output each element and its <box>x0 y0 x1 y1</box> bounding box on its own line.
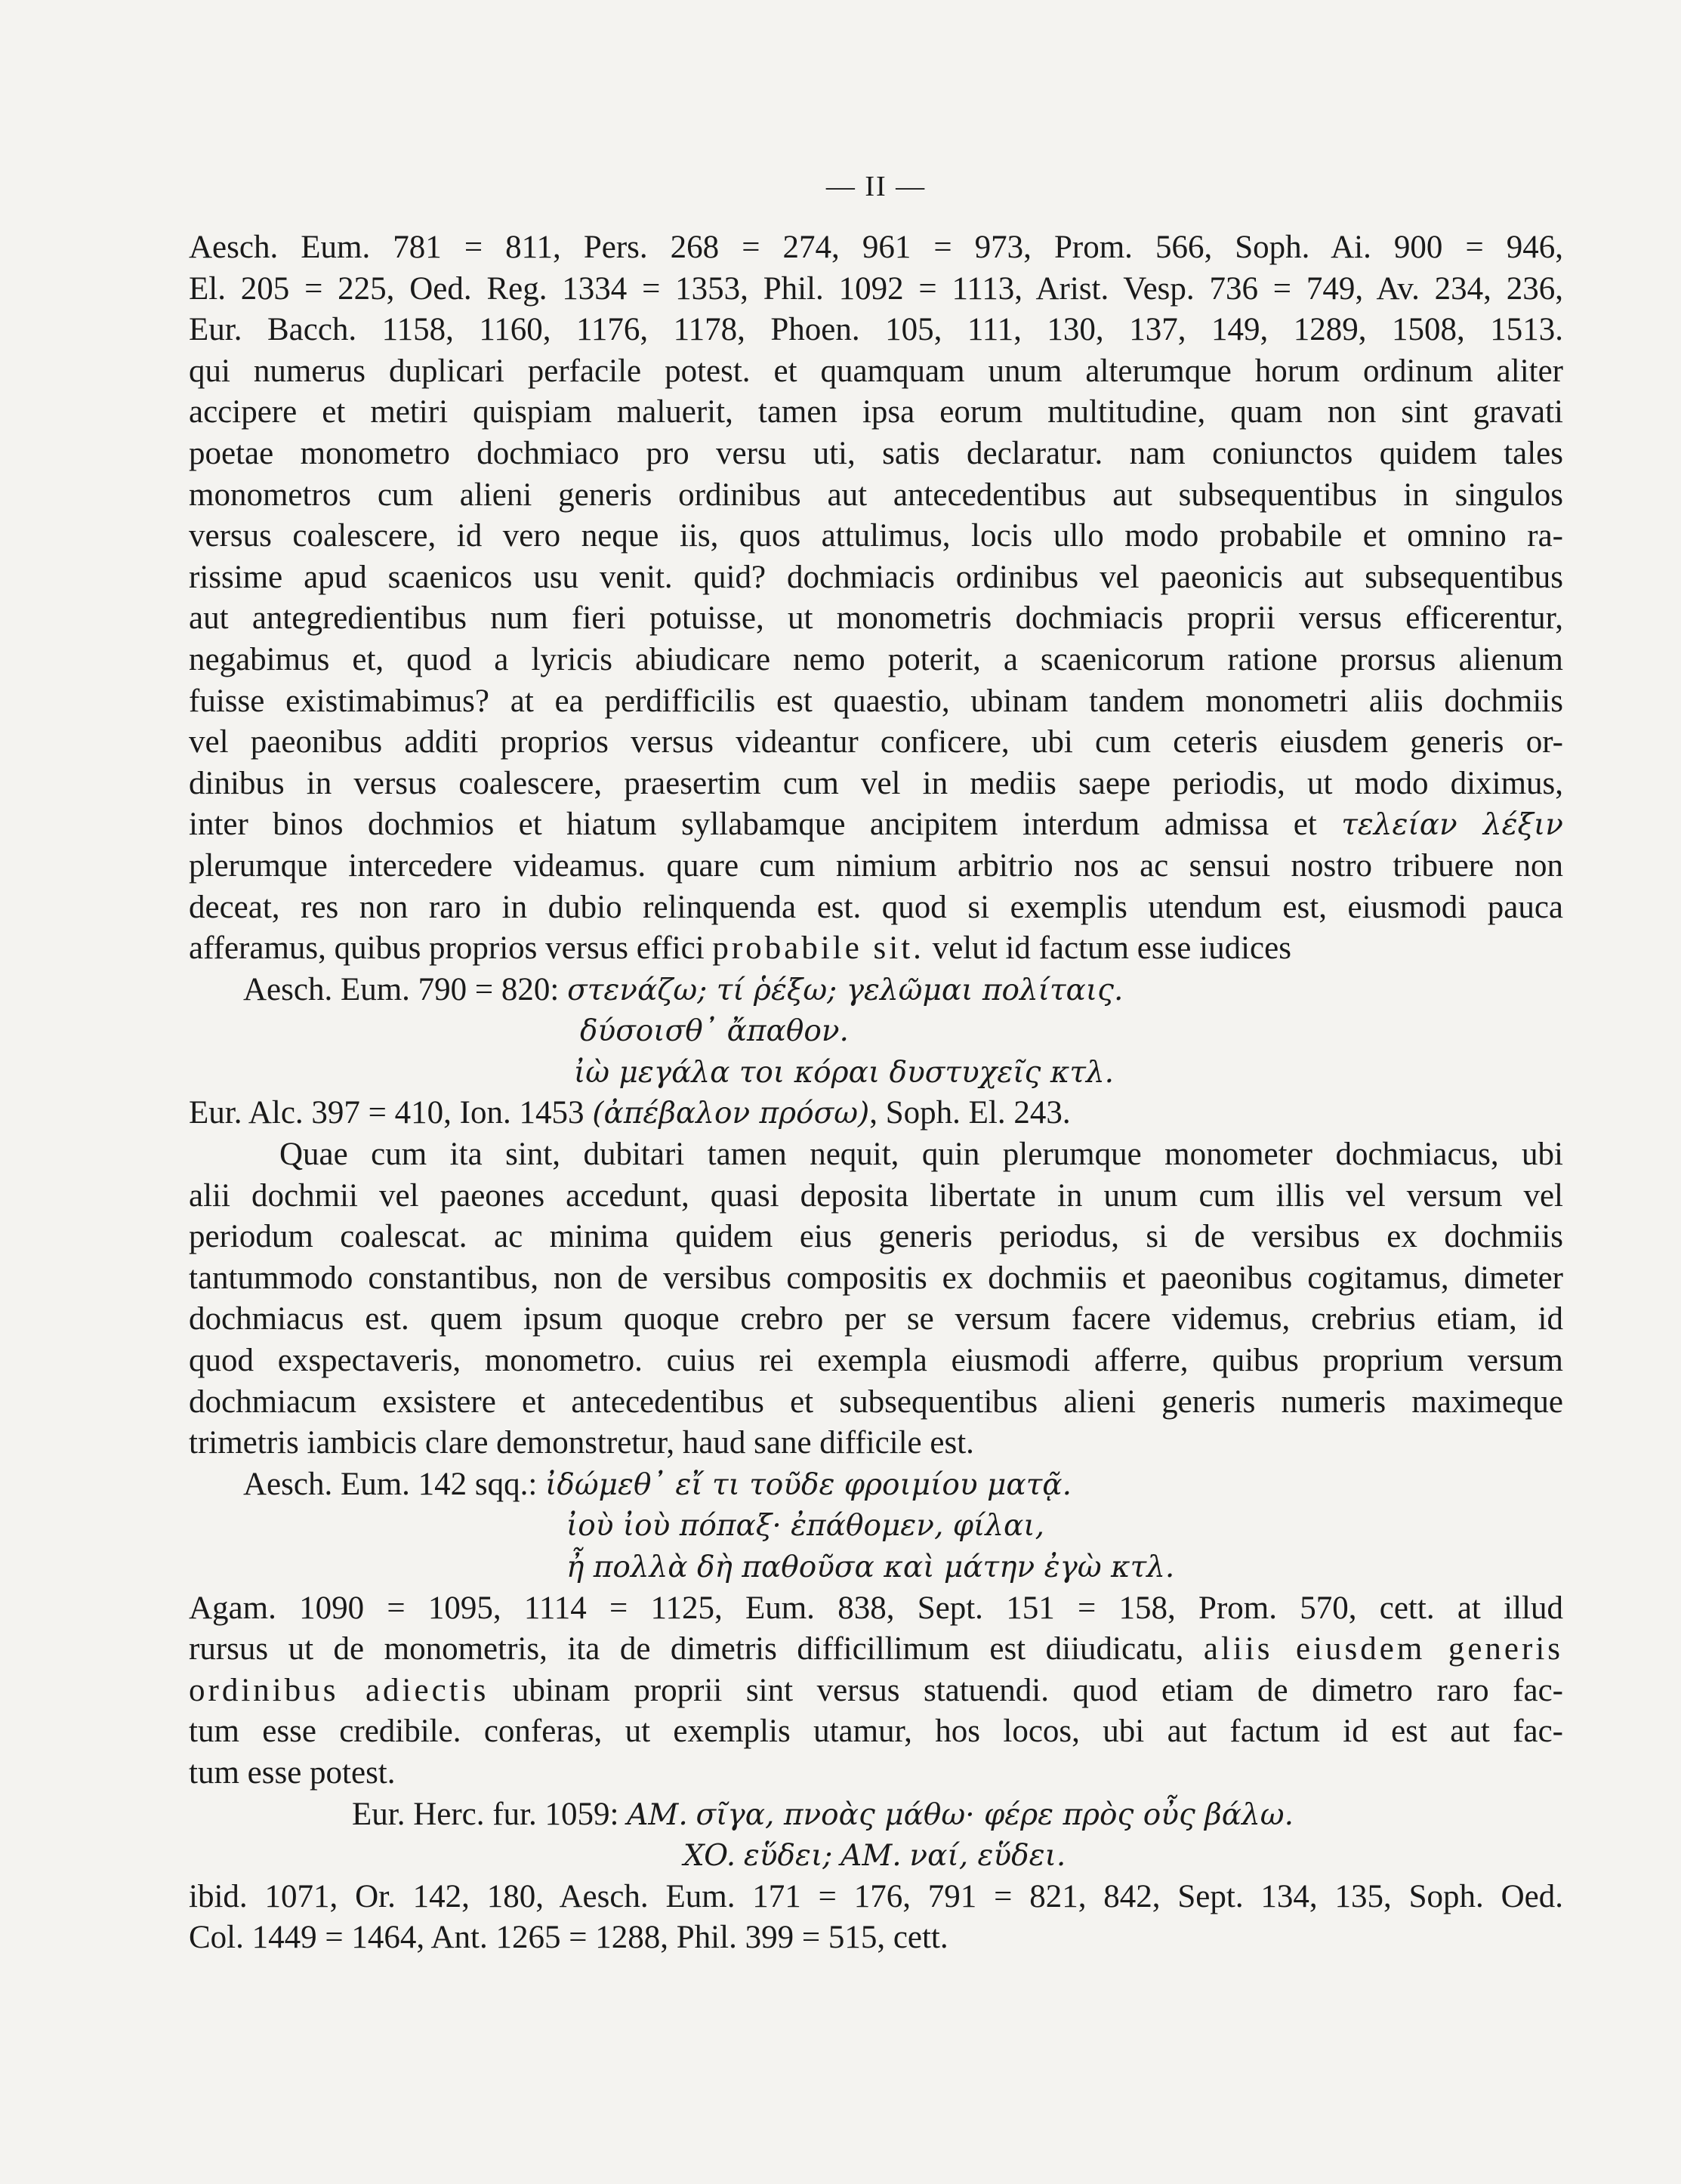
greek-text: ναί, εὕδει. <box>909 1839 1066 1874</box>
text-line: periodum coalescat. ac minima quidem eius generis periodus, si de versibus ex dochmiis <box>189 1219 1563 1255</box>
text-line: accipere et metiri quispiam maluerit, tamen ipsa eorum multitudine, quam non sint gravati <box>189 394 1563 430</box>
text-line: poetae monometro dochmiaco pro versu uti, satis declaratur. nam coniunctos quidem tales <box>189 435 1563 471</box>
latin-text: ubinam proprii sint versus statuendi. quod etiam de dimetro raro fac- <box>512 1672 1563 1708</box>
text-line: vel paeonibus additi proprios versus videantur conficere, ubi cum ceteris eiusdem generis or- <box>189 724 1563 760</box>
text-line: Aesch. Eum. 781 = 811, Pers. 268 = 274, 961 = 973, Prom. 566, Soph. Ai. 900 = 946, <box>189 230 1563 265</box>
text-line: Col. 1449 = 1464, Ant. 1265 = 1288, Phil. 399 = 515, cett. <box>189 1920 948 1956</box>
text-line: aut antegredientibus num fieri potuisse, ut monometris dochmiacis proprii versus efficerentur, <box>189 600 1563 637</box>
text-line: Eur. Bacch. 1158, 1160, 1176, 1178, Phoen. 105, 111, 130, 137, 149, 1289, 1508, 1513. <box>189 312 1563 348</box>
spaced-text: aliis eiusdem generis <box>1203 1631 1563 1667</box>
greek-text: εὕδει; <box>743 1839 833 1874</box>
latin-text: Eur. Alc. 397 = 410, Ion. 1453 <box>189 1095 584 1131</box>
text-line: fuisse existimabimus? at ea perdifficilis est quaestio, ubinam tandem monometri aliis dochmiis <box>189 683 1563 719</box>
example-line <box>189 1505 1563 1547</box>
text-line <box>189 1670 1563 1712</box>
text-line: tantummodo constantibus, non de versibus compositis ex dochmiis et paeonibus cogitamus, dimeter <box>189 1260 1563 1296</box>
speaker: AM. <box>627 1797 688 1832</box>
text-line <box>189 1093 1563 1134</box>
text-line: ibid. 1071, Or. 142, 180, Aesch. Eum. 171 = 176, 791 = 821, 842, Sept. 134, 135, Soph. Oed. <box>189 1878 1563 1914</box>
speaker: AM. <box>840 1839 902 1874</box>
text-line: rissime apud scaenicos usu venit. quid? dochmiacis ordinibus vel paeonicis aut subsequentibus <box>189 559 1563 595</box>
citation: Eur. Herc. fur. 1059: <box>352 1796 619 1832</box>
text-line: El. 205 = 225, Oed. Reg. 1334 = 1353, Phil. 1092 = 1113, Arist. Vesp. 736 = 749, Av. 234, 236, <box>189 270 1563 307</box>
spaced-text: probabile sit. <box>712 930 924 967</box>
example-line <box>189 1794 1563 1836</box>
text-line <box>189 1629 1563 1670</box>
text-line: dochmiacus est. quem ipsum quoque crebro per se versum facere videmus, crebrius etiam, id <box>189 1301 1563 1337</box>
example-aesch-eum-142 <box>189 1464 1563 1588</box>
text-line: trimetris iambicis clare demonstretur, haud sane difficile est. <box>189 1425 974 1461</box>
text-line: negabimus et, quod a lyricis abiudicare nemo poterit, a scaenicorum ratione prorsus alienum <box>189 641 1563 677</box>
greek-text: ἰοὺ ἰοὺ πόπαξ· ἐπάθομεν, φίλαι, <box>566 1509 1045 1544</box>
text-line: versus coalescere, id vero neque iis, quos attulimus, locis ullo modo probabile et omnino ra- <box>189 518 1563 554</box>
paragraph-1 <box>189 227 1563 970</box>
text-line: qui numerus duplicari perfacile potest. et quamquam unum alterumque horum ordinum aliter <box>189 353 1563 389</box>
page-header: — II — <box>825 171 927 202</box>
text-line: Quae cum ita sint, dubitari tamen nequit, quin plerumque monometer dochmiacus, ubi <box>279 1137 1563 1173</box>
text-line: tum esse credibile. conferas, ut exemplis utamur, hos locos, ubi aut factum id est aut fac- <box>189 1714 1563 1750</box>
greek-text: ἰδώμεθ᾽ εἴ τι τοῦδε φροιμίου ματᾷ. <box>545 1467 1072 1502</box>
latin-text: afferamus, quibus proprios versus effici <box>189 930 705 967</box>
text-line: monometros cum alieni generis ordinibus aut antecedentibus aut subsequentibus in singulos <box>189 477 1563 513</box>
latin-text: inter binos dochmios et hiatum syllabamque ancipitem interdum admissa et <box>189 807 1317 843</box>
greek-text: ἦ πολλὰ δὴ παθοῦσα καὶ μάτην ἐγὼ κτλ. <box>566 1550 1175 1584</box>
greek-text: τελείαν λέξιν <box>1341 808 1563 843</box>
example-aesch-eum-790 <box>189 970 1563 1094</box>
citation: Aesch. Eum. 790 = 820: <box>243 971 560 1007</box>
latin-text: , Soph. El. 243. <box>869 1095 1071 1131</box>
paragraph-3 <box>189 1588 1563 1794</box>
greek-text: στενάζω; τί ῥέξω; γελῶμαι πολίταις. <box>567 973 1124 1007</box>
text-line <box>189 928 1563 970</box>
example-line <box>189 1547 1563 1588</box>
document-page <box>189 170 1563 1959</box>
paragraph-4 <box>189 1877 1563 1959</box>
example-line <box>189 1010 1563 1052</box>
greek-text: ἰὼ μεγάλα τοι κόραι δυστυχεῖς κτλ. <box>574 1055 1115 1090</box>
text-line: quod exspectaveris, monometro. cuius rei exempla eiusmodi afferre, quibus proprium versum <box>189 1343 1563 1379</box>
example-line <box>189 970 1563 1011</box>
greek-text: δύσοισθ᾽ ἄπαθον. <box>580 1014 849 1049</box>
text-line: dochmiacum exsistere et antecedentibus et subsequentibus alieni generis numeris maximeque <box>189 1384 1563 1420</box>
example-line <box>189 1052 1563 1094</box>
text-line: Agam. 1090 = 1095, 1114 = 1125, Eum. 838, Sept. 151 = 158, Prom. 570, cett. at illud <box>189 1590 1563 1626</box>
text-line: plerumque intercedere videamus. quare cum nimium arbitrio nos ac sensui nostro tribuere non <box>189 847 1563 884</box>
spaced-text: ordinibus adiectis <box>189 1672 489 1708</box>
paragraph-2 <box>189 1134 1563 1464</box>
text-line: dinibus in versus coalescere, praesertim cum vel in mediis saepe periodis, ut modo diximus, <box>189 765 1563 801</box>
greek-text: (ἀπέβαλον πρόσω) <box>592 1097 870 1131</box>
speaker: XO. <box>683 1839 736 1874</box>
latin-text: velut id factum esse iudices <box>932 930 1291 967</box>
text-line: deceat, res non raro in dubio relinquenda est. quod si exemplis utendum est, eiusmodi pauca <box>189 889 1563 925</box>
citation: Aesch. Eum. 142 sqq.: <box>243 1466 538 1502</box>
greek-text: σῖγα, πνοὰς μάθω· φέρε πρὸς οὖς βάλω. <box>696 1797 1294 1832</box>
text-line <box>189 804 1563 846</box>
latin-text: rursus ut de monometris, ita de dimetris difficillimum est diiudicatu, <box>189 1631 1184 1667</box>
example-line <box>189 1464 1563 1506</box>
example-eur-herc <box>189 1794 1563 1877</box>
text-line: alii dochmii vel paeones accedunt, quasi deposita libertate in unum cum illis vel versum vel <box>189 1177 1563 1214</box>
text-line: tum esse potest. <box>189 1754 396 1791</box>
example-line <box>189 1835 1563 1877</box>
